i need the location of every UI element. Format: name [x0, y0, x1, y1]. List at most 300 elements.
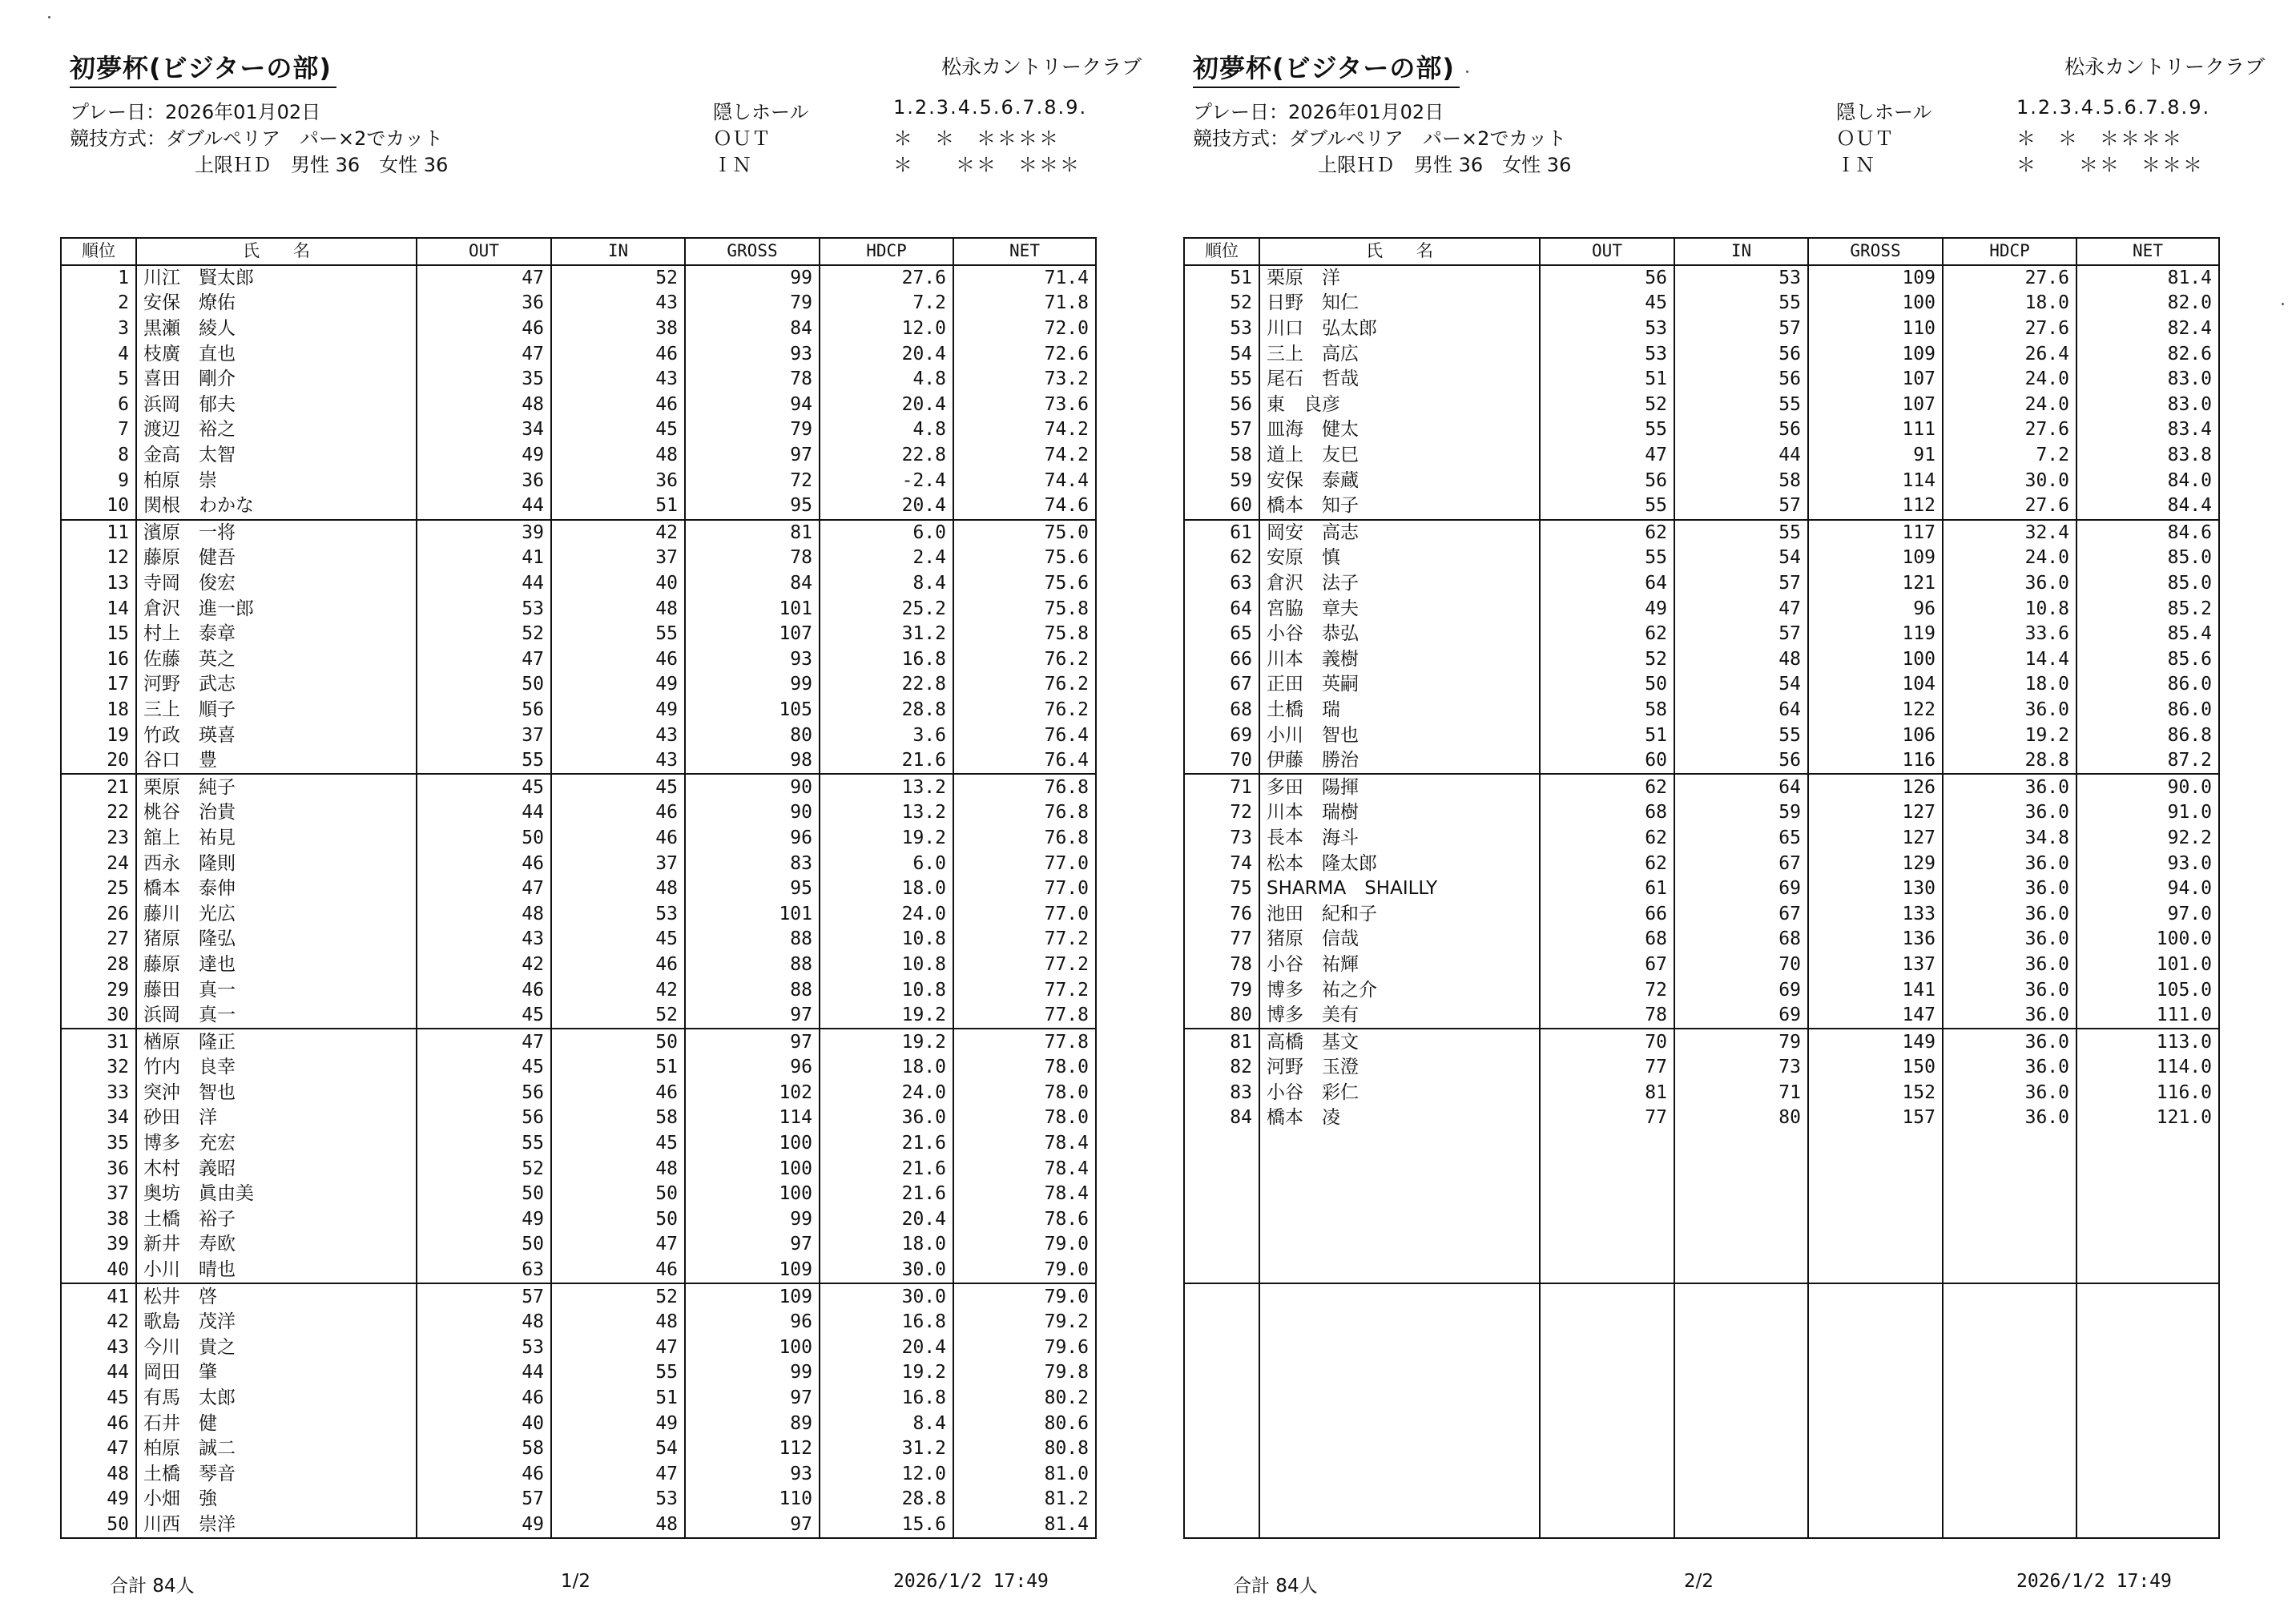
hdcp-cell: 21.6 — [820, 1182, 953, 1207]
rank-cell: 59 — [1184, 468, 1259, 493]
player-name-cell: 橋本 凌 — [1259, 1105, 1540, 1131]
gross-score-cell — [1808, 1310, 1943, 1335]
out-score-cell: 56 — [1540, 468, 1674, 493]
hdcp-cell: 36.0 — [1943, 952, 2076, 978]
in-score-cell: 43 — [551, 748, 685, 775]
rank-cell: 45 — [61, 1386, 136, 1412]
out-score-cell: 48 — [417, 901, 551, 927]
rank-cell: 33 — [61, 1081, 136, 1106]
in-score-cell — [1674, 1335, 1808, 1361]
net-score-cell: 75.6 — [953, 571, 1096, 597]
table-row — [61, 1386, 1096, 1412]
rank-cell — [1184, 1360, 1259, 1386]
hdcp-cell: 20.4 — [820, 393, 953, 418]
hdcp-cell: 19.2 — [820, 1029, 953, 1055]
out-score-cell: 63 — [417, 1258, 551, 1284]
net-score-cell: 82.0 — [2076, 291, 2219, 316]
player-name-cell: 岡田 肇 — [136, 1360, 417, 1386]
player-name-cell: 竹内 良幸 — [136, 1055, 417, 1081]
rank-cell: 78 — [1184, 952, 1259, 978]
hdcp-cell: 18.0 — [820, 1232, 953, 1258]
net-score-cell: 81.2 — [953, 1487, 1096, 1512]
hdcp-cell: 20.4 — [820, 341, 953, 367]
table-row — [1184, 341, 2219, 367]
player-name-cell — [1259, 1283, 1540, 1310]
out-score-cell — [1540, 1131, 1674, 1157]
player-name-cell: 砂田 洋 — [136, 1105, 417, 1131]
gross-score-cell: 107 — [1808, 393, 1943, 418]
rank-cell: 82 — [1184, 1055, 1259, 1081]
gross-score-cell: 157 — [1808, 1105, 1943, 1131]
gross-score-cell: 136 — [1808, 927, 1943, 952]
in-score-cell: 69 — [1674, 1003, 1808, 1029]
in-score-cell: 68 — [1674, 927, 1808, 952]
gross-score-cell: 97 — [685, 1386, 820, 1412]
gross-score-cell: 99 — [685, 1207, 820, 1233]
rank-cell: 25 — [61, 876, 136, 902]
in-score-cell: 45 — [551, 774, 685, 800]
gross-score-cell: 100 — [1808, 291, 1943, 316]
hdcp-cell — [1943, 1411, 2076, 1436]
hdcp-cell: 12.0 — [820, 316, 953, 342]
gross-score-cell: 100 — [685, 1335, 820, 1361]
hdcp-cell: 27.6 — [1943, 417, 2076, 443]
header-hdcp: HDCP — [1943, 238, 2076, 265]
table-row — [61, 1182, 1096, 1207]
player-name-cell: 藤原 達也 — [136, 952, 417, 978]
rank-cell: 21 — [61, 774, 136, 800]
net-score-cell: 90.0 — [2076, 774, 2219, 800]
rank-cell: 49 — [61, 1487, 136, 1512]
out-score-cell — [1540, 1360, 1674, 1386]
in-score-cell: 64 — [1674, 698, 1808, 723]
rank-cell — [1184, 1182, 1259, 1207]
player-name-cell: 小川 智也 — [1259, 723, 1540, 748]
out-score-cell: 50 — [417, 1182, 551, 1207]
table-row — [61, 800, 1096, 826]
in-score-cell: 50 — [551, 1207, 685, 1233]
player-name-cell: 石井 健 — [136, 1411, 417, 1436]
hdcp-cell: 24.0 — [820, 1081, 953, 1106]
net-score-cell: 79.2 — [953, 1310, 1096, 1335]
rank-cell — [1184, 1156, 1259, 1182]
in-score-cell: 57 — [1674, 571, 1808, 597]
in-score-cell: 54 — [1674, 546, 1808, 571]
out-score-cell: 46 — [417, 316, 551, 342]
hdcp-cell: 16.8 — [820, 647, 953, 673]
hdcp-cell: 36.0 — [1943, 1003, 2076, 1029]
in-score-cell: 38 — [551, 316, 685, 342]
table-row — [1184, 1310, 2219, 1335]
gross-score-cell: 122 — [1808, 698, 1943, 723]
table-row — [61, 417, 1096, 443]
out-score-cell: 44 — [417, 493, 551, 520]
hdcp-cell — [1943, 1386, 2076, 1412]
player-name-cell: 藤原 健吾 — [136, 546, 417, 571]
rank-cell: 14 — [61, 596, 136, 622]
net-score-cell: 97.0 — [2076, 901, 2219, 927]
in-score-cell — [1674, 1487, 1808, 1512]
player-name-cell: 浜岡 郁夫 — [136, 393, 417, 418]
net-score-cell: 92.2 — [2076, 826, 2219, 852]
net-score-cell: 77.2 — [953, 927, 1096, 952]
rank-cell — [1184, 1232, 1259, 1258]
table-row — [1184, 876, 2219, 902]
net-score-cell: 78.4 — [953, 1131, 1096, 1157]
out-score-cell: 46 — [417, 1462, 551, 1488]
in-score-cell: 51 — [551, 1386, 685, 1412]
table-row — [1184, 977, 2219, 1003]
in-score-cell: 46 — [551, 1081, 685, 1106]
table-row — [1184, 622, 2219, 647]
hdcp-cell: 33.6 — [1943, 622, 2076, 647]
out-score-cell — [1540, 1310, 1674, 1335]
out-score-cell: 52 — [417, 1156, 551, 1182]
table-row — [61, 748, 1096, 775]
player-name-cell: 池田 紀和子 — [1259, 901, 1540, 927]
hdcp-cell: 3.6 — [820, 723, 953, 748]
in-score-cell — [1674, 1156, 1808, 1182]
in-score-cell: 54 — [1674, 672, 1808, 698]
table-row — [1184, 698, 2219, 723]
table-row — [1184, 1283, 2219, 1310]
hdcp-cell: 19.2 — [820, 826, 953, 852]
player-name-cell: 伊藤 勝治 — [1259, 748, 1540, 775]
hdcp-cell: 27.6 — [820, 265, 953, 292]
in-score-cell: 57 — [1674, 316, 1808, 342]
table-row — [1184, 1207, 2219, 1233]
hdcp-cell: 12.0 — [820, 1462, 953, 1488]
in-score-cell: 51 — [551, 1055, 685, 1081]
rank-cell — [1184, 1411, 1259, 1436]
net-score-cell: 77.0 — [953, 901, 1096, 927]
net-score-cell: 84.6 — [2076, 520, 2219, 546]
net-score-cell: 85.0 — [2076, 571, 2219, 597]
rank-cell: 52 — [1184, 291, 1259, 316]
table-row — [61, 443, 1096, 469]
header-in: IN — [551, 238, 685, 265]
in-score-cell — [1674, 1258, 1808, 1284]
hdcp-cell: 22.8 — [820, 443, 953, 469]
in-score-cell: 73 — [1674, 1055, 1808, 1081]
hdcp-cell: 30.0 — [820, 1283, 953, 1310]
player-name-cell: 安原 慎 — [1259, 546, 1540, 571]
table-row — [61, 493, 1096, 520]
rank-cell: 55 — [1184, 367, 1259, 393]
header-in: IN — [1674, 238, 1808, 265]
rank-cell: 1 — [61, 265, 136, 292]
gross-score-cell: 78 — [685, 546, 820, 571]
player-name-cell — [1259, 1436, 1540, 1462]
player-name-cell — [1259, 1207, 1540, 1233]
table-row — [1184, 316, 2219, 342]
header-name: 氏 名 — [1259, 238, 1540, 265]
hdcp-cell: 18.0 — [820, 876, 953, 902]
hdcp-cell: 20.4 — [820, 1207, 953, 1233]
competition-title: 初夢杯(ビジターの部) — [70, 48, 332, 85]
net-score-cell: 79.0 — [953, 1258, 1096, 1284]
table-row — [1184, 443, 2219, 469]
hdcp-cell: 24.0 — [820, 901, 953, 927]
player-name-cell: 正田 英嗣 — [1259, 672, 1540, 698]
gross-score-cell: 100 — [685, 1182, 820, 1207]
gross-score-cell: 129 — [1808, 851, 1943, 876]
table-row — [1184, 1386, 2219, 1412]
table-row — [61, 622, 1096, 647]
gross-score-cell: 94 — [685, 393, 820, 418]
gross-score-cell — [1808, 1386, 1943, 1412]
rank-cell — [1184, 1436, 1259, 1462]
gross-score-cell: 150 — [1808, 1055, 1943, 1081]
hdcp-cell: 19.2 — [1943, 723, 2076, 748]
out-score-cell: 49 — [1540, 596, 1674, 622]
player-name-cell: 川江 賢太郎 — [136, 265, 417, 292]
gross-score-cell: 111 — [1808, 417, 1943, 443]
rank-cell: 28 — [61, 952, 136, 978]
in-score-cell: 49 — [551, 1411, 685, 1436]
handicap-limit: 上限ＨＤ 男性 36 女性 36 — [195, 154, 449, 176]
out-score-cell: 57 — [417, 1283, 551, 1310]
player-name-cell: 栗原 洋 — [1259, 265, 1540, 292]
net-score-cell: 80.6 — [953, 1411, 1096, 1436]
player-name-cell: 橋本 知子 — [1259, 493, 1540, 520]
hdcp-cell: 10.8 — [820, 927, 953, 952]
out-score-cell: 53 — [417, 1335, 551, 1361]
table-row — [1184, 851, 2219, 876]
net-score-cell: 84.4 — [2076, 493, 2219, 520]
rank-cell: 40 — [61, 1258, 136, 1284]
table-row — [1184, 1055, 2219, 1081]
player-name-cell: 川口 弘太郎 — [1259, 316, 1540, 342]
player-name-cell: 突沖 智也 — [136, 1081, 417, 1106]
gross-score-cell: 101 — [685, 596, 820, 622]
in-score-cell: 56 — [1674, 341, 1808, 367]
out-score-cell: 68 — [1540, 927, 1674, 952]
rank-cell: 63 — [1184, 571, 1259, 597]
table-row — [61, 1360, 1096, 1386]
hdcp-cell: 4.8 — [820, 367, 953, 393]
gross-score-cell: 84 — [685, 571, 820, 597]
hidden-hole-label: 隠しホール — [713, 101, 809, 123]
player-name-cell: 土橋 裕子 — [136, 1207, 417, 1233]
gross-score-cell: 137 — [1808, 952, 1943, 978]
table-row — [61, 1029, 1096, 1055]
hdcp-cell: 4.8 — [820, 417, 953, 443]
player-name-cell: 喜田 剛介 — [136, 367, 417, 393]
header-net: NET — [2076, 238, 2219, 265]
in-score-cell: 49 — [551, 672, 685, 698]
out-score-cell: 51 — [1540, 723, 1674, 748]
rank-cell: 19 — [61, 723, 136, 748]
rank-cell: 15 — [61, 622, 136, 647]
out-score-cell: 48 — [417, 393, 551, 418]
net-score-cell: 86.8 — [2076, 723, 2219, 748]
table-row — [1184, 723, 2219, 748]
gross-score-cell — [1808, 1283, 1943, 1310]
table-row — [61, 1411, 1096, 1436]
out-hidden-marks: ＊ ＊ ＊＊＊＊ — [2016, 127, 2183, 150]
rank-cell — [1184, 1283, 1259, 1310]
hidden-hole-numbers: 1.2.3.4.5.6.7.8.9. — [893, 96, 1088, 119]
table-row — [61, 826, 1096, 852]
table-header-row — [61, 238, 1096, 265]
gross-score-cell: 93 — [685, 1462, 820, 1488]
play-date: プレー日：2026年01月02日 — [1193, 101, 1444, 123]
in-score-cell: 55 — [551, 1360, 685, 1386]
gross-score-cell: 79 — [685, 417, 820, 443]
out-score-cell: 35 — [417, 367, 551, 393]
table-row — [1184, 1003, 2219, 1029]
table-row — [61, 1105, 1096, 1131]
hdcp-cell: 18.0 — [1943, 291, 2076, 316]
out-score-cell: 67 — [1540, 952, 1674, 978]
table-row — [61, 851, 1096, 876]
table-row — [61, 1436, 1096, 1462]
hdcp-cell: 27.6 — [1943, 493, 2076, 520]
results-table — [1183, 237, 2220, 1539]
net-score-cell: 121.0 — [2076, 1105, 2219, 1131]
gross-score-cell: 95 — [685, 876, 820, 902]
gross-score-cell — [1808, 1335, 1943, 1361]
gross-score-cell: 96 — [1808, 596, 1943, 622]
table-row — [61, 1258, 1096, 1284]
table-row — [1184, 1131, 2219, 1157]
out-score-cell: 56 — [417, 1081, 551, 1106]
hdcp-cell — [1943, 1258, 2076, 1284]
in-score-cell: 43 — [551, 723, 685, 748]
player-name-cell: 博多 美有 — [1259, 1003, 1540, 1029]
rank-cell: 18 — [61, 698, 136, 723]
out-score-cell: 34 — [417, 417, 551, 443]
hdcp-cell — [1943, 1131, 2076, 1157]
table-row — [1184, 672, 2219, 698]
out-score-cell: 62 — [1540, 851, 1674, 876]
player-name-cell: 東 良彦 — [1259, 393, 1540, 418]
net-score-cell: 75.8 — [953, 622, 1096, 647]
gross-score-cell: 149 — [1808, 1029, 1943, 1055]
out-score-cell: 53 — [1540, 316, 1674, 342]
rank-cell: 62 — [1184, 546, 1259, 571]
scan-speck — [1466, 70, 1468, 73]
rank-cell: 81 — [1184, 1029, 1259, 1055]
rank-cell: 41 — [61, 1283, 136, 1310]
hdcp-cell: 36.0 — [1943, 977, 2076, 1003]
gross-score-cell — [1808, 1360, 1943, 1386]
in-score-cell: 56 — [1674, 748, 1808, 775]
net-score-cell — [2076, 1182, 2219, 1207]
in-score-cell: 79 — [1674, 1029, 1808, 1055]
gross-score-cell: 107 — [1808, 367, 1943, 393]
out-score-cell: 52 — [417, 622, 551, 647]
rank-cell: 27 — [61, 927, 136, 952]
hidden-hole-numbers: 1.2.3.4.5.6.7.8.9. — [2016, 96, 2211, 119]
out-score-cell: 50 — [417, 826, 551, 852]
player-name-cell — [1259, 1360, 1540, 1386]
player-name-cell: 木村 義昭 — [136, 1156, 417, 1182]
table-row — [1184, 1156, 2219, 1182]
player-name-cell: 金高 太智 — [136, 443, 417, 469]
in-score-cell: 47 — [551, 1232, 685, 1258]
net-score-cell: 113.0 — [2076, 1029, 2219, 1055]
out-score-cell: 36 — [417, 468, 551, 493]
player-name-cell: 今川 貴之 — [136, 1335, 417, 1361]
hdcp-cell: 24.0 — [1943, 367, 2076, 393]
table-row — [1184, 826, 2219, 852]
player-name-cell: 土橋 瑞 — [1259, 698, 1540, 723]
in-score-cell — [1674, 1360, 1808, 1386]
table-row — [61, 316, 1096, 342]
in-score-cell: 55 — [1674, 520, 1808, 546]
table-row — [61, 571, 1096, 597]
player-name-cell: 長本 海斗 — [1259, 826, 1540, 852]
hdcp-cell — [1943, 1436, 2076, 1462]
table-row — [1184, 1487, 2219, 1512]
in-score-cell: 53 — [551, 1487, 685, 1512]
net-score-cell — [2076, 1131, 2219, 1157]
table-row — [61, 596, 1096, 622]
rank-cell: 47 — [61, 1436, 136, 1462]
gross-score-cell: 99 — [685, 672, 820, 698]
net-score-cell: 80.2 — [953, 1386, 1096, 1412]
player-name-cell: 松井 啓 — [136, 1283, 417, 1310]
hdcp-cell: 21.6 — [820, 1156, 953, 1182]
table-row — [1184, 1436, 2219, 1462]
table-row — [61, 393, 1096, 418]
hdcp-cell: 10.8 — [820, 952, 953, 978]
header-gross: GROSS — [1808, 238, 1943, 265]
player-name-cell: 博多 充宏 — [136, 1131, 417, 1157]
hdcp-cell: 21.6 — [820, 1131, 953, 1157]
competition-title: 初夢杯(ビジターの部) — [1193, 48, 1455, 85]
net-score-cell: 77.2 — [953, 977, 1096, 1003]
hdcp-cell: 24.0 — [1943, 393, 2076, 418]
net-score-cell — [2076, 1232, 2219, 1258]
gross-score-cell — [1808, 1131, 1943, 1157]
player-name-cell: 川西 崇洋 — [136, 1512, 417, 1539]
table-row — [61, 546, 1096, 571]
gross-score-cell — [1808, 1436, 1943, 1462]
table-row — [1184, 1081, 2219, 1106]
participant-total: 合計 84人 — [1233, 1576, 1318, 1597]
in-score-cell — [1674, 1462, 1808, 1488]
net-score-cell: 74.4 — [953, 468, 1096, 493]
hdcp-cell — [1943, 1207, 2076, 1233]
hdcp-cell: 32.4 — [1943, 520, 2076, 546]
hdcp-cell: 36.0 — [1943, 571, 2076, 597]
in-label: ＩＮ — [713, 154, 751, 176]
player-name-cell: 小谷 恭弘 — [1259, 622, 1540, 647]
table-row — [1184, 417, 2219, 443]
player-name-cell: 舘上 祐見 — [136, 826, 417, 852]
in-score-cell: 69 — [1674, 876, 1808, 902]
net-score-cell: 78.4 — [953, 1156, 1096, 1182]
hdcp-cell: 31.2 — [820, 622, 953, 647]
out-score-cell: 70 — [1540, 1029, 1674, 1055]
out-score-cell — [1540, 1512, 1674, 1539]
hdcp-cell: 28.8 — [820, 698, 953, 723]
rank-cell: 13 — [61, 571, 136, 597]
in-score-cell — [1674, 1283, 1808, 1310]
out-score-cell: 44 — [417, 800, 551, 826]
gross-score-cell — [1808, 1512, 1943, 1539]
out-score-cell — [1540, 1283, 1674, 1310]
table-row — [1184, 493, 2219, 520]
hdcp-cell: 36.0 — [1943, 1029, 2076, 1055]
gross-score-cell: 109 — [1808, 265, 1943, 292]
net-score-cell: 78.4 — [953, 1182, 1096, 1207]
rank-cell — [1184, 1207, 1259, 1233]
gross-score-cell: 127 — [1808, 826, 1943, 852]
